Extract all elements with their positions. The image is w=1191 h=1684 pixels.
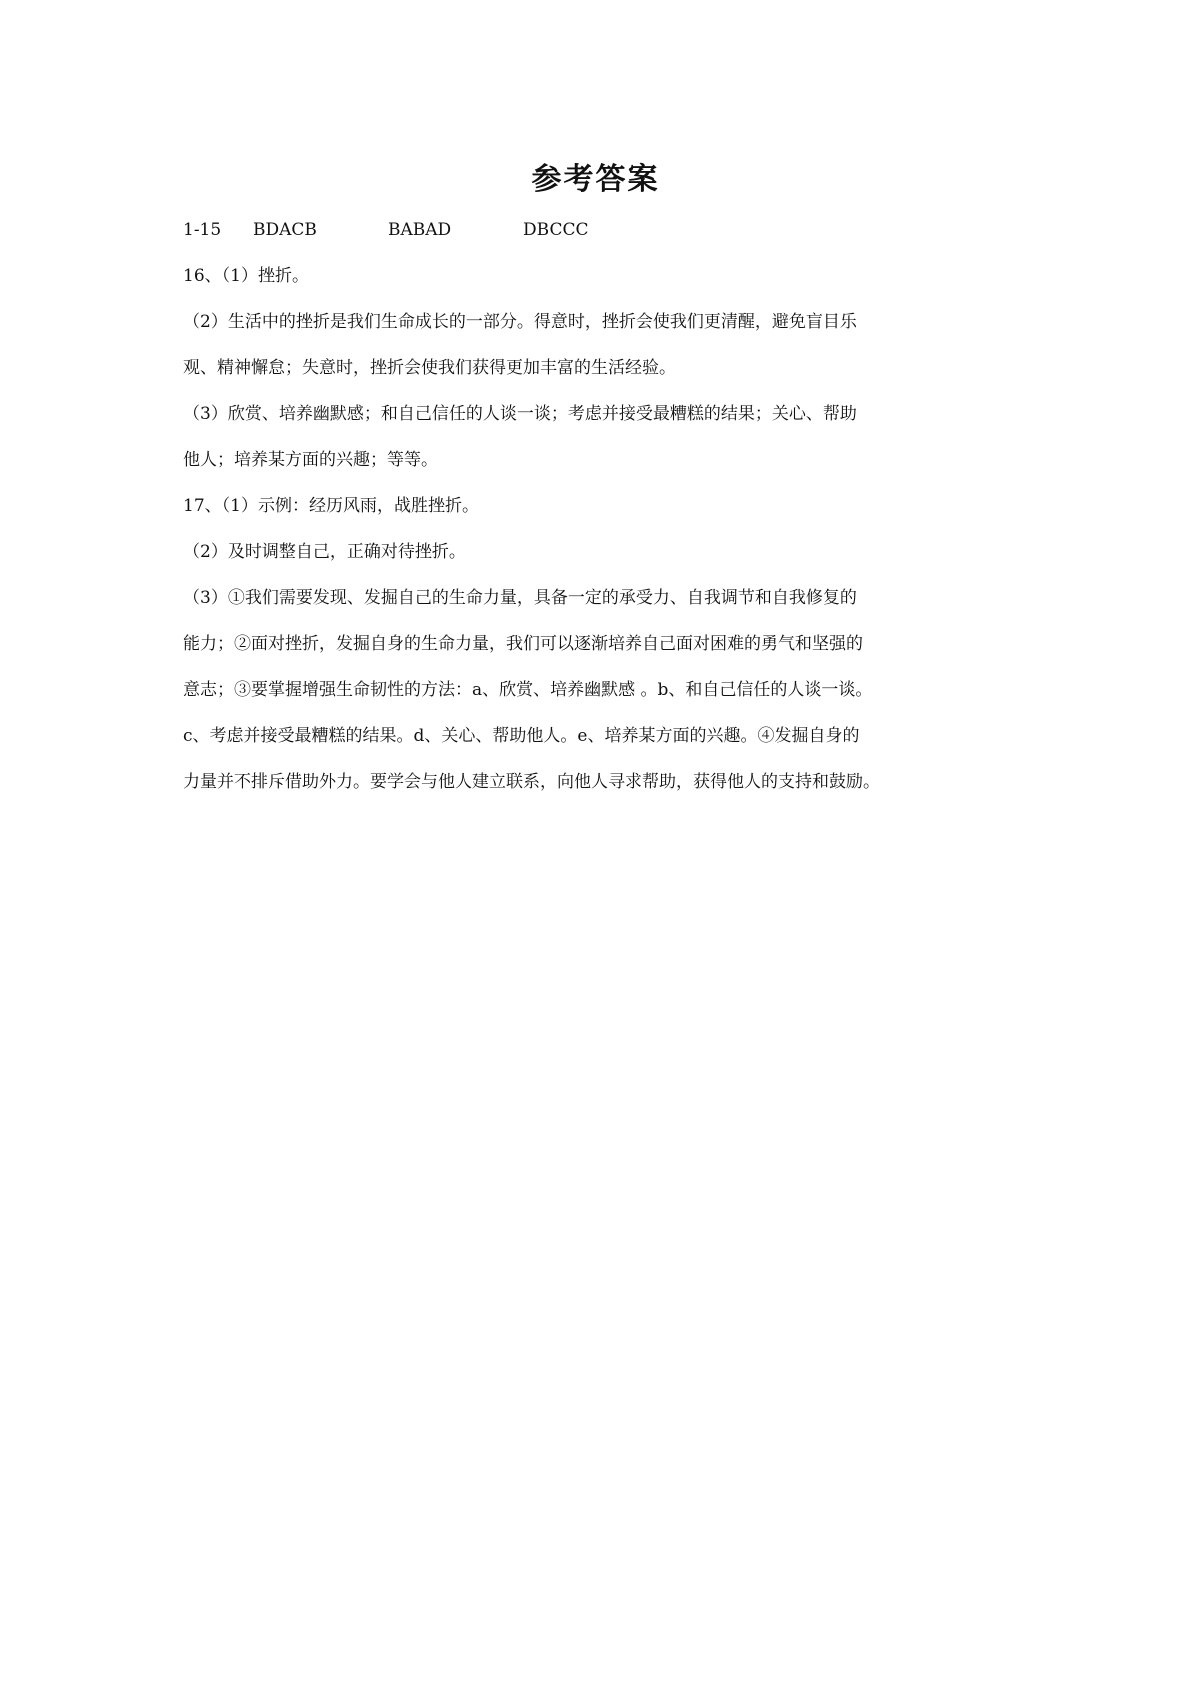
mc-range: 1-15 <box>183 220 222 240</box>
q17-part3-line2: 能力；②面对挫折，发掘自身的生命力量，我们可以逐渐培养自己面对困难的勇气和坚强的 <box>183 634 863 654</box>
q16-part3-line1: （3）欣赏、培养幽默感；和自己信任的人谈一谈；考虑并接受最糟糕的结果；关心、帮助 <box>183 404 857 424</box>
q16-part1: 16、（1）挫折。 <box>183 266 309 286</box>
mc-group: DBCCC <box>523 220 589 240</box>
answer-content <box>183 215 1013 797</box>
q17-part3-line5: 力量并不排斥借助外力。要学会与他人建立联系，向他人寻求帮助，获得他人的支持和鼓励。 <box>183 772 880 792</box>
q16-part2-line1: （2）生活中的挫折是我们生命成长的一部分。得意时，挫折会使我们更清醒，避免盲目乐 <box>183 312 857 332</box>
q16-part3-line2: 他人；培养某方面的兴趣；等等。 <box>183 450 438 470</box>
page-title: 参考答案 <box>531 162 660 197</box>
q17-part1: 17、（1）示例：经历风雨，战胜挫折。 <box>183 496 479 516</box>
multiple-choice-answers <box>183 215 1013 245</box>
q17-part3-line3: 意志；③要掌握增强生命韧性的方法：a、欣赏、培养幽默感 。b、和自己信任的人谈一谈。 <box>183 680 873 700</box>
mc-group: BABAD <box>388 220 452 240</box>
mc-group: BDACB <box>253 220 317 240</box>
q16-part2-line2: 观、精神懈怠；失意时，挫折会使我们获得更加丰富的生活经验。 <box>183 358 676 378</box>
q17-part3-line4: c、考虑并接受最糟糕的结果。d、关心、帮助他人。e、培养某方面的兴趣。④发掘自身的 <box>183 726 860 746</box>
q17-part3-line1: （3）①我们需要发现、发掘自己的生命力量，具备一定的承受力、自我调节和自我修复的 <box>183 588 857 608</box>
q17-part2: （2）及时调整自己，正确对待挫折。 <box>183 542 466 562</box>
